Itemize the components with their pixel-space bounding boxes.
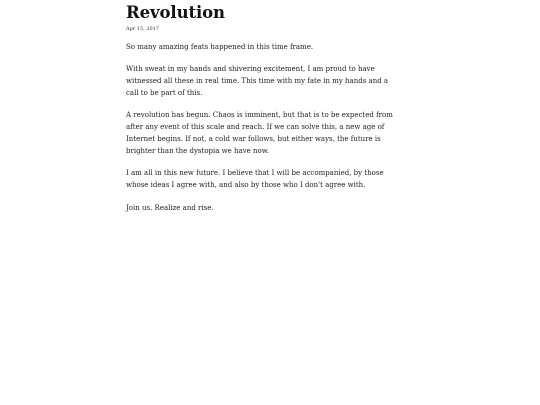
article	[126, 3, 411, 212]
paragraph-line: after any event of this scale and reach. If we can solve this, a new age of	[126, 123, 385, 131]
paragraph-line: With sweat in my hands and shivering excitement, I am proud to have	[126, 65, 375, 73]
paragraph-line: A revolution has begun. Chaos is imminent, but that is to be expected from	[126, 111, 393, 119]
post-date: Apr 15, 2017	[126, 26, 160, 32]
paragraph-line: witnessed all these in real time. This time with my fate in my hands and a	[126, 77, 389, 85]
paragraph-2	[126, 63, 388, 99]
paragraph-line: brighter than the dystopia we have now.	[126, 147, 270, 155]
paragraph-5	[126, 202, 214, 214]
paragraph-line: call to be part of this.	[126, 89, 203, 97]
paragraph-line: Internet begins. If not, a cold war follows, but either ways, the future is	[126, 135, 381, 143]
paragraph-4	[126, 167, 384, 191]
paragraph-3	[126, 109, 393, 157]
paragraph-line: whose ideas I agree with, and also by those who I don't agree with.	[126, 181, 366, 189]
paragraph-1	[126, 41, 313, 53]
post-title: Revolution	[126, 3, 225, 22]
paragraph-line: So many amazing feats happened in this time frame.	[126, 43, 314, 51]
paragraph-line: Join us. Realize and rise.	[126, 204, 214, 212]
paragraph-line: I am all in this new future. I believe that I will be accompanied, by those	[126, 169, 384, 177]
